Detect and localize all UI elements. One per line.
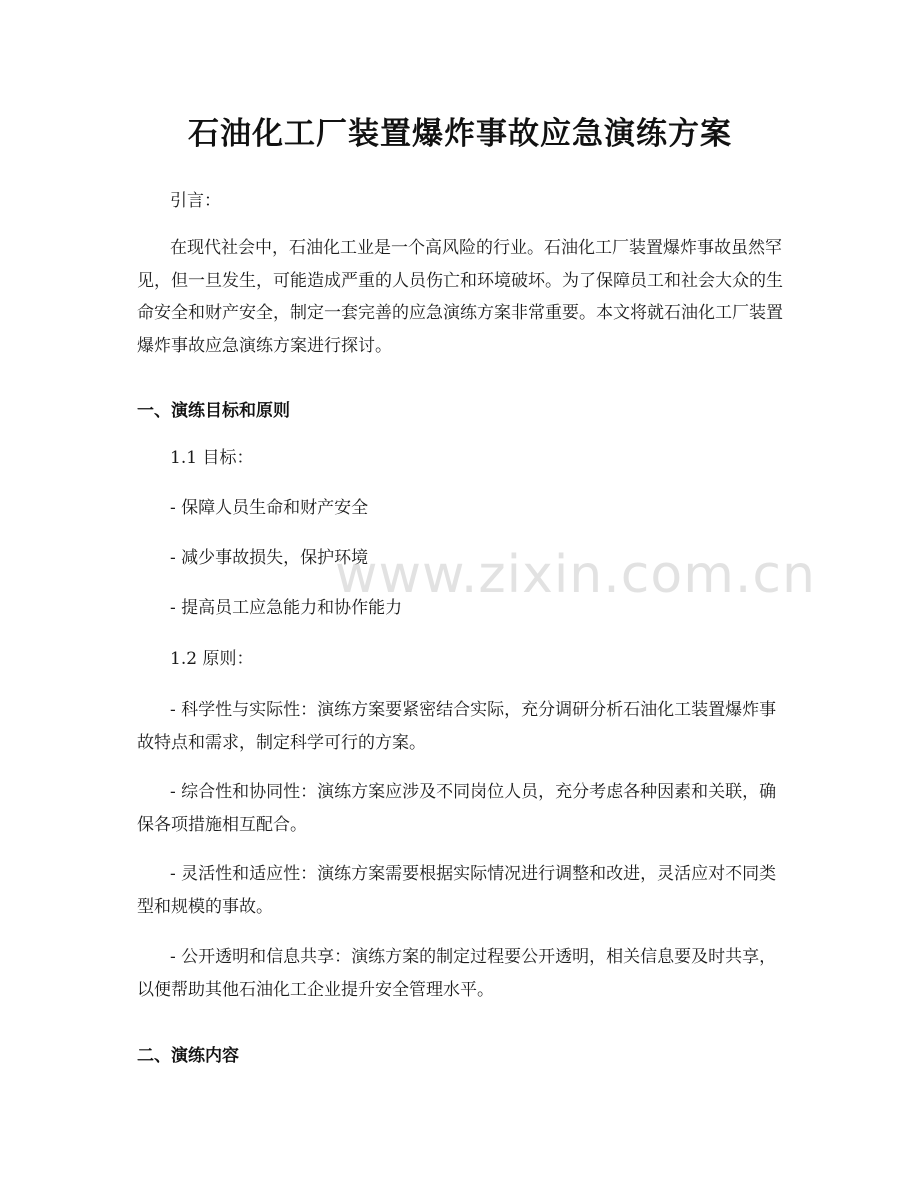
principle-item: - 综合性和协同性：演练方案应涉及不同岗位人员，充分考虑各种因素和关联，确保各项措施相互配合。: [137, 782, 777, 835]
goals-label: 1.1 目标：: [170, 448, 254, 468]
goal-item: - 保障人员生命和财产安全: [170, 498, 369, 518]
intro-label: 引言：: [170, 191, 221, 211]
watermark: www.zixin.com.cn: [335, 545, 816, 605]
goal-item: - 提高员工应急能力和协作能力: [170, 598, 403, 618]
principle-item: - 灵活性和适应性：演练方案需要根据实际情况进行调整和改进，灵活应对不同类型和规模的事故。: [137, 864, 777, 917]
document-title: 石油化工厂装置爆炸事故应急演练方案: [188, 116, 732, 152]
intro-paragraph: 在现代社会中，石油化工业是一个高风险的行业。石油化工厂装置爆炸事故虽然罕见，但一旦发生，可能造成严重的人员伤亡和环境破坏。为了保障员工和社会大众的生命安全和财产安全，制定一套完善的应急演练方案非常重要。本文将就石油化工厂装置爆炸事故应急演练方案进行探讨。: [137, 238, 783, 356]
principle-item: - 公开透明和信息共享：演练方案的制定过程要公开透明，相关信息要及时共享，以便帮助其他石油化工企业提升安全管理水平。: [137, 947, 777, 1000]
principles-label: 1.2 原则：: [170, 649, 254, 669]
principle-item: - 科学性与实际性：演练方案要紧密结合实际，充分调研分析石油化工装置爆炸事故特点和需求，制定科学可行的方案。: [137, 700, 777, 753]
goal-item: - 减少事故损失，保护环境: [170, 548, 369, 568]
section-2-heading: 二、演练内容: [137, 1046, 239, 1066]
section-1-heading: 一、演练目标和原则: [137, 401, 290, 421]
